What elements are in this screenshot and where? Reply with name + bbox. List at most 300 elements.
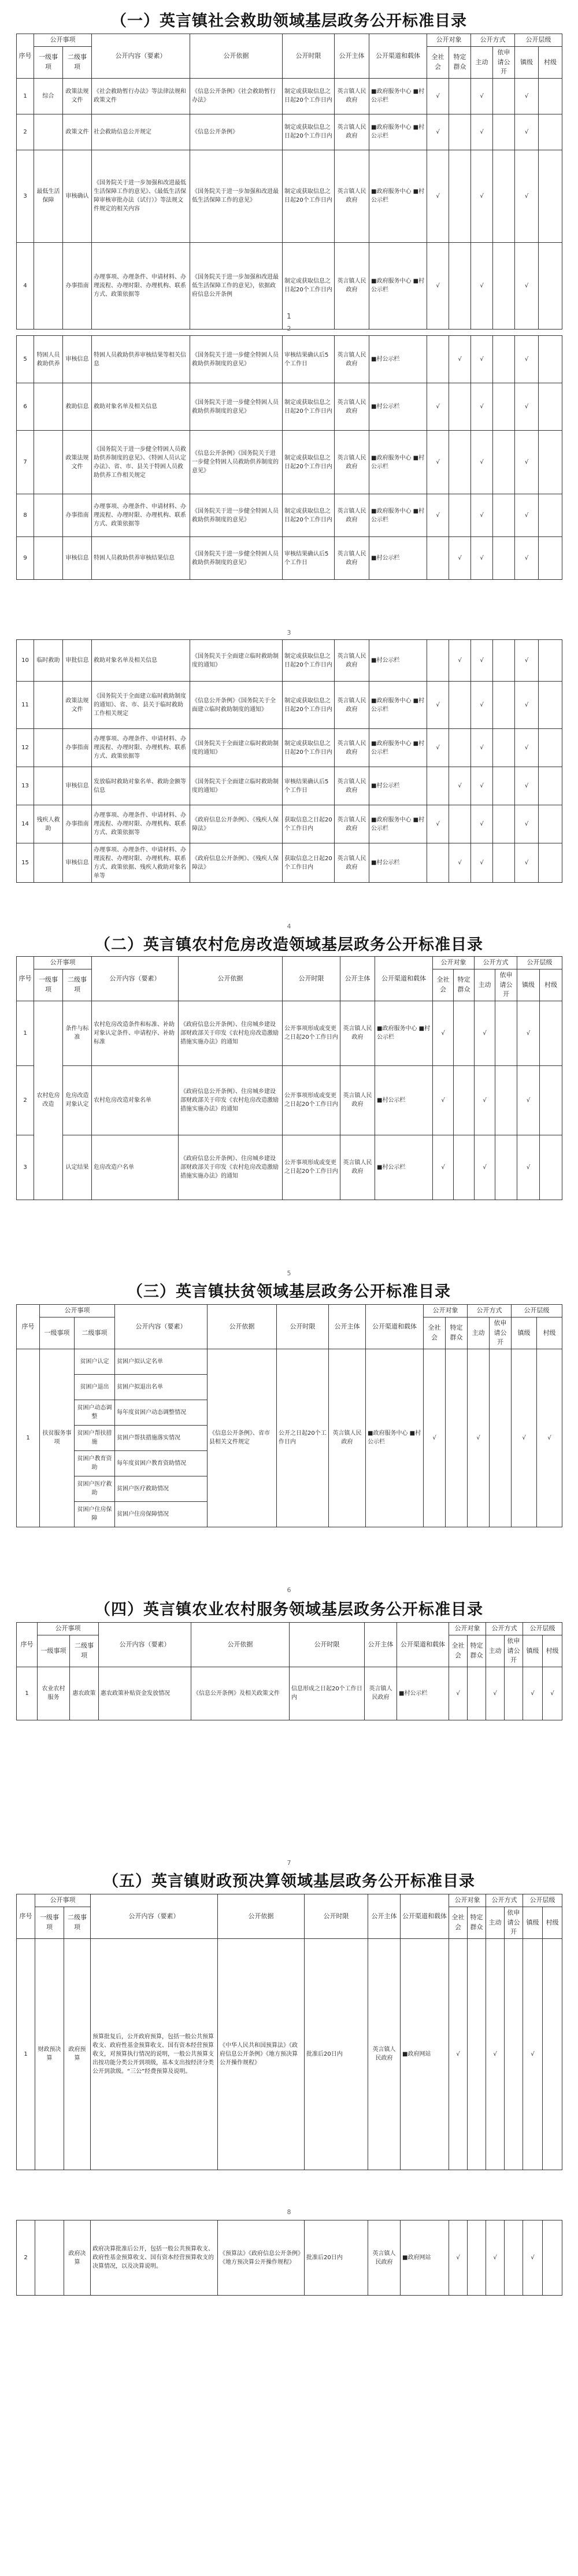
cell-basis: 《预算法》《政府信息公开条例》《地方预决算公开操作规程》 xyxy=(218,2220,305,2296)
header-l1: 一级事项 xyxy=(35,1907,64,1939)
cell-l1: 临时救助 xyxy=(34,640,63,682)
cell-time: 制定或获取信息之日起20个工作日内 xyxy=(283,242,335,329)
cell-check: √ xyxy=(515,431,539,494)
cell-check: √ xyxy=(515,383,539,431)
cell-l1 xyxy=(34,537,63,580)
header-l2: 二级事项 xyxy=(63,969,92,1001)
header-subject: 公开主体 xyxy=(335,34,369,79)
cell-content: 预算批复后，公开政府预算，包括一般公共预算收支、政府性基金预算收支、国有资本经营预算收支，对预算执行情况的说明，一般公共预算支出按功能分类公开到项级，基本支出按经济分类公开到款级。“三公”经费预算及说明。 xyxy=(91,1938,218,2170)
header-seq: 序号 xyxy=(17,34,34,79)
cell-basis: 《国务院关于进一步加强和改进最低生活保障工作的意见》，依据政府信息公开条例 xyxy=(190,242,283,329)
cell-basis: 《政府信息公开条例》、住房城乡建设部财政部关于印发《农村危房改造激励措施实施办法》的通知 xyxy=(179,1065,283,1135)
table-row xyxy=(17,1938,562,2170)
cell-check: √ xyxy=(471,78,493,114)
header-way: 公开方式 xyxy=(471,34,515,47)
cell-l2: 办事指南 xyxy=(63,494,92,537)
cell-l1: 财政预决算 xyxy=(35,1938,64,2170)
cell-content: 贫困户拟认定名单 xyxy=(115,1349,208,1374)
cell-content: 惠农政策补贴资金发放情况 xyxy=(99,1667,191,1720)
cell-content: 每年度贫困户教育资助情况 xyxy=(115,1450,208,1476)
cell-check: √ xyxy=(517,1135,540,1200)
cell-seq: 4 xyxy=(17,242,34,329)
header-l1: 一级事项 xyxy=(40,1317,75,1349)
cell-time: 审核结果确认后5个工作日 xyxy=(283,767,335,805)
cell-check: √ xyxy=(427,729,449,767)
cell-check: √ xyxy=(449,640,471,682)
cell-check: √ xyxy=(449,843,471,883)
cell-channel: ■政府服务中心 ■村公示栏 xyxy=(369,494,427,537)
header-lv-vil: 村级 xyxy=(540,969,562,1001)
cell-time: 制定或获取信息之日起20个工作日内 xyxy=(283,114,335,150)
table-row xyxy=(17,78,562,114)
cell-seq: 2 xyxy=(17,1065,34,1135)
cell-content: 农村危房改造对象名单 xyxy=(92,1065,179,1135)
cell-check: √ xyxy=(427,383,449,431)
table-row xyxy=(17,1667,562,1720)
cell-content: 办理事项、办理条件、申请材料、办理流程、办理时限、办理机构、联系方式、政策依据等 xyxy=(92,729,190,767)
cell-channel: ■政府服务中心 ■村公示栏 xyxy=(369,431,427,494)
page-number: 5 xyxy=(287,1270,291,1277)
cell-time: 制定或获取信息之日起20个工作日内 xyxy=(283,640,335,682)
header-l1: 一级事项 xyxy=(34,47,63,79)
cell-seq: 14 xyxy=(17,805,34,843)
cell-check: √ xyxy=(449,767,471,805)
section-1-title: （一）英言镇社会救助领域基层政务公开标准目录 xyxy=(111,12,467,30)
cell-subject: 英言镇人民政府 xyxy=(368,2220,401,2296)
header-way-req: 依申请公开 xyxy=(495,969,517,1001)
table-row xyxy=(17,1135,562,1200)
header-level: 公开层级 xyxy=(515,34,562,47)
cell-l2: 政策文件 xyxy=(63,114,92,150)
cell-channel: ■政府服务中心 ■村公示栏 xyxy=(369,114,427,150)
cell-l2: 危房改造对象认定 xyxy=(63,1065,92,1135)
cell-check: √ xyxy=(427,805,449,843)
cell-l1: 综合 xyxy=(34,78,63,114)
header-way: 公开方式 xyxy=(475,957,517,969)
table-row xyxy=(17,1065,562,1135)
cell-basis: 《信息公开条例》、省市县相关文件规定 xyxy=(208,1349,277,1527)
cell-seq: 15 xyxy=(17,843,34,883)
cell-l2: 审核信息 xyxy=(63,843,92,883)
cell-channel: ■政府服务中心 ■村公示栏 xyxy=(369,805,427,843)
cell-check: √ xyxy=(515,729,539,767)
cell-time: 制定或获取信息之日起20个工作日内 xyxy=(283,729,335,767)
table-row xyxy=(17,729,562,767)
cell-time: 制定或获取信息之日起20个工作日内 xyxy=(283,150,335,242)
cell-basis: 《国务院关于进一步健全特困人员救助供养制度的意见》 xyxy=(190,336,283,383)
cell-time: 获取信息之日起20个工作日内 xyxy=(283,805,335,843)
cell-subject: 英言镇人民政府 xyxy=(335,805,369,843)
table-row xyxy=(17,2220,562,2296)
table-row xyxy=(17,843,562,883)
cell-basis: 《信息公开条例》《国务院关于全面建立临时救助制度的通知》 xyxy=(190,682,283,729)
header-basis: 公开依据 xyxy=(218,1894,305,1939)
header-way-req: 依申请公开 xyxy=(505,1635,523,1667)
header-way-act: 主动 xyxy=(475,969,495,1001)
cell-channel: ■政府服务中心 ■村公示栏 xyxy=(369,682,427,729)
cell-channel: ■政府网站 xyxy=(401,1938,449,2170)
cell-seq: 3 xyxy=(17,1135,34,1200)
header-seq: 序号 xyxy=(17,1623,38,1667)
cell-time: 公开事项形成或变更之日起20个工作日内 xyxy=(283,1065,340,1135)
header-way: 公开方式 xyxy=(468,1305,512,1317)
cell-check: √ xyxy=(433,1001,454,1065)
page-number: 1 xyxy=(287,312,291,320)
cell-l1: 扶贫服务事项 xyxy=(40,1349,75,1527)
cell-basis: 《信息公开条例》《国务院关于进一步健全特困人员救助供养制度的意见》 xyxy=(190,431,283,494)
cell-content: 农村危房改造条件和标准、补助对象认定条件、申请程序、补助标准 xyxy=(92,1001,179,1065)
cell-basis: 《中华人民共和国预算法》《政府信息公开条例》《地方预决算公开操作规程》 xyxy=(218,1938,305,2170)
cell-l1: 残疾人救助 xyxy=(34,805,63,843)
cell-seq: 1 xyxy=(17,1349,40,1527)
cell-content: 救助对象名单及相关信息 xyxy=(92,383,190,431)
cell-channel: ■政府服务中心 ■村公示栏 xyxy=(375,1001,433,1065)
cell-check: √ xyxy=(475,1135,495,1200)
cell-subject: 英言镇人民政府 xyxy=(335,537,369,580)
cell-channel: ■村公示栏 xyxy=(375,1065,433,1135)
section-4-title: （四）英言镇农业农村服务领域基层政务公开标准目录 xyxy=(95,1601,483,1619)
cell-l2: 条件与标准 xyxy=(63,1001,92,1065)
cell-basis: 《国务院关于进一步健全特困人员救助供养制度的意见》 xyxy=(190,494,283,537)
cell-content: 危房改造户名单 xyxy=(92,1135,179,1200)
header-matter: 公开事项 xyxy=(35,1894,91,1907)
cell-check: √ xyxy=(449,1667,468,1720)
cell-content: 办理事项、办理条件、申请材料、办理流程、办理时限、办理机构、联系方式、政策依据等 xyxy=(92,242,190,329)
cell-channel: ■村公示栏 xyxy=(369,767,427,805)
header-obj-spec: 特定群众 xyxy=(454,969,475,1001)
cell-check: √ xyxy=(523,1667,543,1720)
cell-l2: 审核信息 xyxy=(63,537,92,580)
cell-check: √ xyxy=(515,150,539,242)
cell-check: √ xyxy=(475,1001,495,1065)
header-content: 公开内容（要素） xyxy=(92,957,179,1001)
header-obj: 公开对象 xyxy=(427,34,471,47)
cell-subject: 英言镇人民政府 xyxy=(335,682,369,729)
header-subject: 公开主体 xyxy=(368,1894,401,1939)
cell-check: √ xyxy=(449,537,471,580)
cell-check: √ xyxy=(449,2220,468,2296)
cell-seq: 8 xyxy=(17,494,34,537)
header-obj-spec: 特定群众 xyxy=(446,1317,468,1349)
header-level: 公开层级 xyxy=(523,1623,562,1635)
cell-check: √ xyxy=(471,114,493,150)
table-row xyxy=(17,767,562,805)
cell-check: √ xyxy=(433,1135,454,1200)
cell-channel: ■政府服务中心 ■村公示栏 xyxy=(366,1349,424,1527)
table-row xyxy=(17,682,562,729)
header-basis: 公开依据 xyxy=(190,34,283,79)
cell-seq: 1 xyxy=(17,78,34,114)
cell-check: √ xyxy=(471,431,493,494)
cell-time: 制定或获取信息之日起20个工作日内 xyxy=(283,431,335,494)
header-lv-town: 镇级 xyxy=(523,1635,543,1667)
cell-check: √ xyxy=(471,494,493,537)
header-l1: 一级事项 xyxy=(38,1635,70,1667)
cell-l2: 贫困户帮扶措施 xyxy=(75,1425,115,1450)
header-way-req: 依申请公开 xyxy=(493,47,515,79)
cell-l2: 贫困户住房保障 xyxy=(75,1501,115,1527)
header-lv-vil: 村级 xyxy=(543,1635,562,1667)
cell-check: √ xyxy=(471,336,493,383)
header-obj: 公开对象 xyxy=(433,957,475,969)
cell-seq: 5 xyxy=(17,336,34,383)
header-level: 公开层级 xyxy=(517,957,562,969)
header-subject: 公开主体 xyxy=(365,1623,397,1667)
cell-time: 公开事项形成或变更之日起20个工作日内 xyxy=(283,1135,340,1200)
cell-channel: ■村公示栏 xyxy=(369,336,427,383)
cell-seq: 10 xyxy=(17,640,34,682)
header-lv-vil: 村级 xyxy=(543,1907,562,1939)
cell-basis: 《政府信息公开条例》、住房城乡建设部财政部关于印发《农村危房改造激励措施实施办法》的通知 xyxy=(179,1135,283,1200)
cell-content: 贫困户住房保障情况 xyxy=(115,1501,208,1527)
header-obj-all: 全社会 xyxy=(449,1907,468,1939)
cell-l2: 贫困户动态调整 xyxy=(75,1400,115,1425)
cell-subject: 英言镇人民政府 xyxy=(340,1065,375,1135)
cell-check: √ xyxy=(471,843,493,883)
page-number: 3 xyxy=(287,629,291,636)
cell-l1: 最低生活保障 xyxy=(34,150,63,242)
cell-check: √ xyxy=(515,640,539,682)
cell-check: √ xyxy=(515,242,539,329)
cell-subject: 英言镇人民政府 xyxy=(335,640,369,682)
cell-check: √ xyxy=(523,2220,543,2296)
cell-channel: ■政府服务中心 ■村公示栏 xyxy=(369,729,427,767)
cell-subject: 英言镇人民政府 xyxy=(329,1349,366,1527)
cell-l1 xyxy=(34,767,63,805)
header-subject: 公开主体 xyxy=(340,957,375,1001)
cell-subject: 英言镇人民政府 xyxy=(335,78,369,114)
header-level: 公开层级 xyxy=(512,1305,562,1317)
page-number: 7 xyxy=(287,1859,291,1867)
cell-channel: ■政府服务中心 ■村公示栏 xyxy=(369,78,427,114)
header-obj-all: 全社会 xyxy=(427,47,449,79)
header-basis: 公开依据 xyxy=(191,1623,290,1667)
header-way-req: 依申请公开 xyxy=(490,1317,512,1349)
header-time: 公开时限 xyxy=(283,957,340,1001)
cell-content: 特困人员救助供养审核结果信息 xyxy=(92,537,190,580)
cell-check: √ xyxy=(517,1065,540,1135)
cell-time: 制定或获取信息之日起20个工作日内 xyxy=(283,78,335,114)
cell-l2: 认定结果 xyxy=(63,1135,92,1200)
cell-content: 每年度贫困户动态调整情况 xyxy=(115,1400,208,1425)
cell-seq: 12 xyxy=(17,729,34,767)
section-4-table xyxy=(16,1622,562,1720)
table-row xyxy=(17,431,562,494)
cell-l2: 审核确认 xyxy=(63,150,92,242)
header-obj-spec: 特定群众 xyxy=(468,1907,486,1939)
cell-channel: ■村公示栏 xyxy=(397,1667,449,1720)
header-way-act: 主动 xyxy=(486,1907,505,1939)
table-row xyxy=(17,640,562,682)
cell-time: 审核结果确认后5个工作日 xyxy=(283,537,335,580)
cell-check: √ xyxy=(515,843,539,883)
cell-subject: 英言镇人民政府 xyxy=(335,150,369,242)
cell-check: √ xyxy=(517,1001,540,1065)
cell-time: 批准后20日内 xyxy=(305,2220,368,2296)
cell-l1 xyxy=(34,431,63,494)
section-2-title: （二）英言镇农村危房改造领域基层政务公开标准目录 xyxy=(95,936,483,954)
cell-check: √ xyxy=(471,729,493,767)
cell-channel: ■政府服务中心 ■村公示栏 xyxy=(369,242,427,329)
cell-channel: ■村公示栏 xyxy=(375,1135,433,1200)
cell-check: √ xyxy=(515,805,539,843)
section-2-table xyxy=(16,956,562,1200)
header-seq: 序号 xyxy=(17,957,34,1001)
cell-l2: 贫困户教育资助 xyxy=(75,1450,115,1476)
cell-check: √ xyxy=(471,150,493,242)
header-matter: 公开事项 xyxy=(34,34,92,47)
header-l2: 二级事项 xyxy=(70,1635,99,1667)
cell-content: 发放临时救助对象名单、救助金额等信息 xyxy=(92,767,190,805)
cell-time: 批准后20日内 xyxy=(305,1938,368,2170)
cell-check: √ xyxy=(512,1349,537,1527)
header-lv-town: 镇级 xyxy=(512,1317,537,1349)
header-content: 公开内容（要素） xyxy=(91,1894,218,1939)
cell-time: 获取信息之日起20个工作日内 xyxy=(283,843,335,883)
cell-check: √ xyxy=(449,1938,468,2170)
cell-subject: 英言镇人民政府 xyxy=(335,242,369,329)
cell-content: 《国务院关于全面建立临时救助制度的通知》、省、市、县关于临时救助工作相关规定 xyxy=(92,682,190,729)
cell-time: 制定或获取信息之日起20个工作日内 xyxy=(283,383,335,431)
cell-check: √ xyxy=(515,494,539,537)
cell-channel: ■政府网站 xyxy=(401,2220,449,2296)
cell-content: 办理事项、办理条件、申请材料、办理流程、办理时限、办理机构、联系方式、政策依据、残疾人救助对象名单等 xyxy=(92,843,190,883)
cell-check: √ xyxy=(486,1938,505,2170)
cell-subject: 英言镇人民政府 xyxy=(368,1938,401,2170)
header-seq: 序号 xyxy=(17,1894,35,1939)
cell-check: √ xyxy=(515,682,539,729)
cell-content: 办理事项、办理条件、申请材料、办理流程、办理时限、办理机构、联系方式、政策依据等 xyxy=(92,494,190,537)
header-l2: 二级事项 xyxy=(64,1907,91,1939)
header-matter: 公开事项 xyxy=(38,1623,99,1635)
cell-check: √ xyxy=(433,1065,454,1135)
table-row xyxy=(17,1001,562,1065)
cell-l2: 办事指南 xyxy=(63,729,92,767)
cell-channel: ■村公示栏 xyxy=(369,383,427,431)
cell-check: √ xyxy=(471,383,493,431)
cell-basis: 《国务院关于进一步健全特困人员救助供养制度的意见》 xyxy=(190,537,283,580)
cell-check: √ xyxy=(427,682,449,729)
cell-basis: 《国务院关于全面建立临时救助制度的通知》 xyxy=(190,640,283,682)
cell-seq: 2 xyxy=(17,114,34,150)
header-time: 公开时限 xyxy=(283,34,335,79)
page-number: 8 xyxy=(287,2208,291,2216)
table-row xyxy=(17,805,562,843)
header-obj-spec: 特定群众 xyxy=(449,47,471,79)
cell-content: 《国务院关于进一步加强和改进最低生活保障工作的意见》、《最低生活保障审核审批办法（试行）》等法规文件规定的相关内容 xyxy=(92,150,190,242)
header-obj-all: 全社会 xyxy=(449,1635,468,1667)
header-l2: 二级事项 xyxy=(63,47,92,79)
page-number: 4 xyxy=(287,923,291,930)
cell-basis: 《国务院关于进一步加强和改进最低生活保障工作的意见》 xyxy=(190,150,283,242)
cell-check: √ xyxy=(486,2220,505,2296)
header-obj: 公开对象 xyxy=(449,1623,486,1635)
table-row xyxy=(17,114,562,150)
cell-subject: 英言镇人民政府 xyxy=(335,431,369,494)
cell-l2: 救助信息 xyxy=(63,383,92,431)
cell-l2: 贫困户退出 xyxy=(75,1374,115,1400)
cell-content: 特困人员救助供养审核结果等相关信息 xyxy=(92,336,190,383)
header-lv-town: 镇级 xyxy=(515,47,539,79)
cell-content: 办理事项、办理条件、申请材料、办理流程、办理时限、办理机构、联系方式、政策依据等 xyxy=(92,805,190,843)
header-content: 公开内容（要素） xyxy=(115,1305,208,1349)
cell-l2: 审核信息 xyxy=(63,767,92,805)
cell-l2: 政策法规文件 xyxy=(63,682,92,729)
cell-l1: 农业农村服务 xyxy=(38,1667,70,1720)
page-number: 2 xyxy=(287,325,291,332)
cell-seq: 1 xyxy=(17,1667,38,1720)
header-time: 公开时限 xyxy=(290,1623,365,1667)
header-l2: 二级事项 xyxy=(75,1317,115,1349)
header-time: 公开时限 xyxy=(305,1894,368,1939)
cell-channel: ■村公示栏 xyxy=(369,640,427,682)
cell-basis: 《信息公开条例》《社会救助暂行办法》 xyxy=(190,78,283,114)
header-subject: 公开主体 xyxy=(329,1305,366,1349)
cell-check: √ xyxy=(515,114,539,150)
section-5-table xyxy=(16,1894,562,2170)
cell-seq: 7 xyxy=(17,431,34,494)
header-l1: 一级事项 xyxy=(34,969,63,1001)
cell-content: 救助对象名单及相关信息 xyxy=(92,640,190,682)
cell-check: √ xyxy=(515,767,539,805)
cell-basis: 《政府信息公开条例》、《残疾人保障法》 xyxy=(190,805,283,843)
cell-channel: ■村公示栏 xyxy=(369,537,427,580)
cell-subject: 英言镇人民政府 xyxy=(335,383,369,431)
cell-check: √ xyxy=(471,805,493,843)
cell-basis: 《国务院关于全面建立临时救助制度的通知》 xyxy=(190,729,283,767)
cell-seq: 9 xyxy=(17,537,34,580)
cell-check: √ xyxy=(471,767,493,805)
table-row xyxy=(17,383,562,431)
header-time: 公开时限 xyxy=(277,1305,329,1349)
cell-l1 xyxy=(35,2220,64,2296)
cell-l1 xyxy=(34,114,63,150)
cell-l1: 特困人员救助供养 xyxy=(34,336,63,383)
cell-content: 贫困户帮扶措施落实情况 xyxy=(115,1425,208,1450)
cell-check: √ xyxy=(427,431,449,494)
header-level: 公开层级 xyxy=(523,1894,562,1907)
header-obj-all: 全社会 xyxy=(433,969,454,1001)
cell-content: 贫困户拟退出名单 xyxy=(115,1374,208,1400)
cell-content: 《国务院关于进一步健全特困人员救助供养制度的意见》、《特困人员认定办法》、省、市、县关于特困人员救助供养工作相关规定 xyxy=(92,431,190,494)
cell-l2: 审批信息 xyxy=(63,640,92,682)
cell-check: √ xyxy=(471,682,493,729)
section-3-table xyxy=(16,1304,562,1527)
cell-check: √ xyxy=(427,494,449,537)
header-obj: 公开对象 xyxy=(424,1305,468,1317)
header-content: 公开内容（要素） xyxy=(99,1623,191,1667)
cell-check: √ xyxy=(471,640,493,682)
cell-l2: 贫困户认定 xyxy=(75,1349,115,1374)
cell-content: 政府决算批准后公开，包括一般公共预算收支、政府性基金预算收支、国有资本经营预算收支的决算情况，以及决算说明。 xyxy=(91,2220,218,2296)
cell-seq: 1 xyxy=(17,1938,35,2170)
cell-time: 制定或获取信息之日起20个工作日内 xyxy=(283,682,335,729)
cell-l2: 政策法规文件 xyxy=(63,431,92,494)
header-channel: 公开渠道和载体 xyxy=(401,1894,449,1939)
table-row xyxy=(17,494,562,537)
cell-l2: 办事指南 xyxy=(63,242,92,329)
cell-basis: 《政府信息公开条例》、住房城乡建设部财政部关于印发《农村危房改造激励措施实施办法》的通知 xyxy=(179,1001,283,1065)
header-obj: 公开对象 xyxy=(449,1894,486,1907)
cell-l2: 政策法规文件 xyxy=(63,78,92,114)
header-basis: 公开依据 xyxy=(208,1305,277,1349)
cell-l1 xyxy=(34,682,63,729)
header-way-act: 主动 xyxy=(486,1635,505,1667)
cell-time: 制定或获取信息之日起20个工作日内 xyxy=(283,494,335,537)
cell-content: 社会救助信息公开规定 xyxy=(92,114,190,150)
cell-basis: 《政府信息公开条例》、《残疾人保障法》 xyxy=(190,843,283,883)
cell-check: √ xyxy=(515,537,539,580)
